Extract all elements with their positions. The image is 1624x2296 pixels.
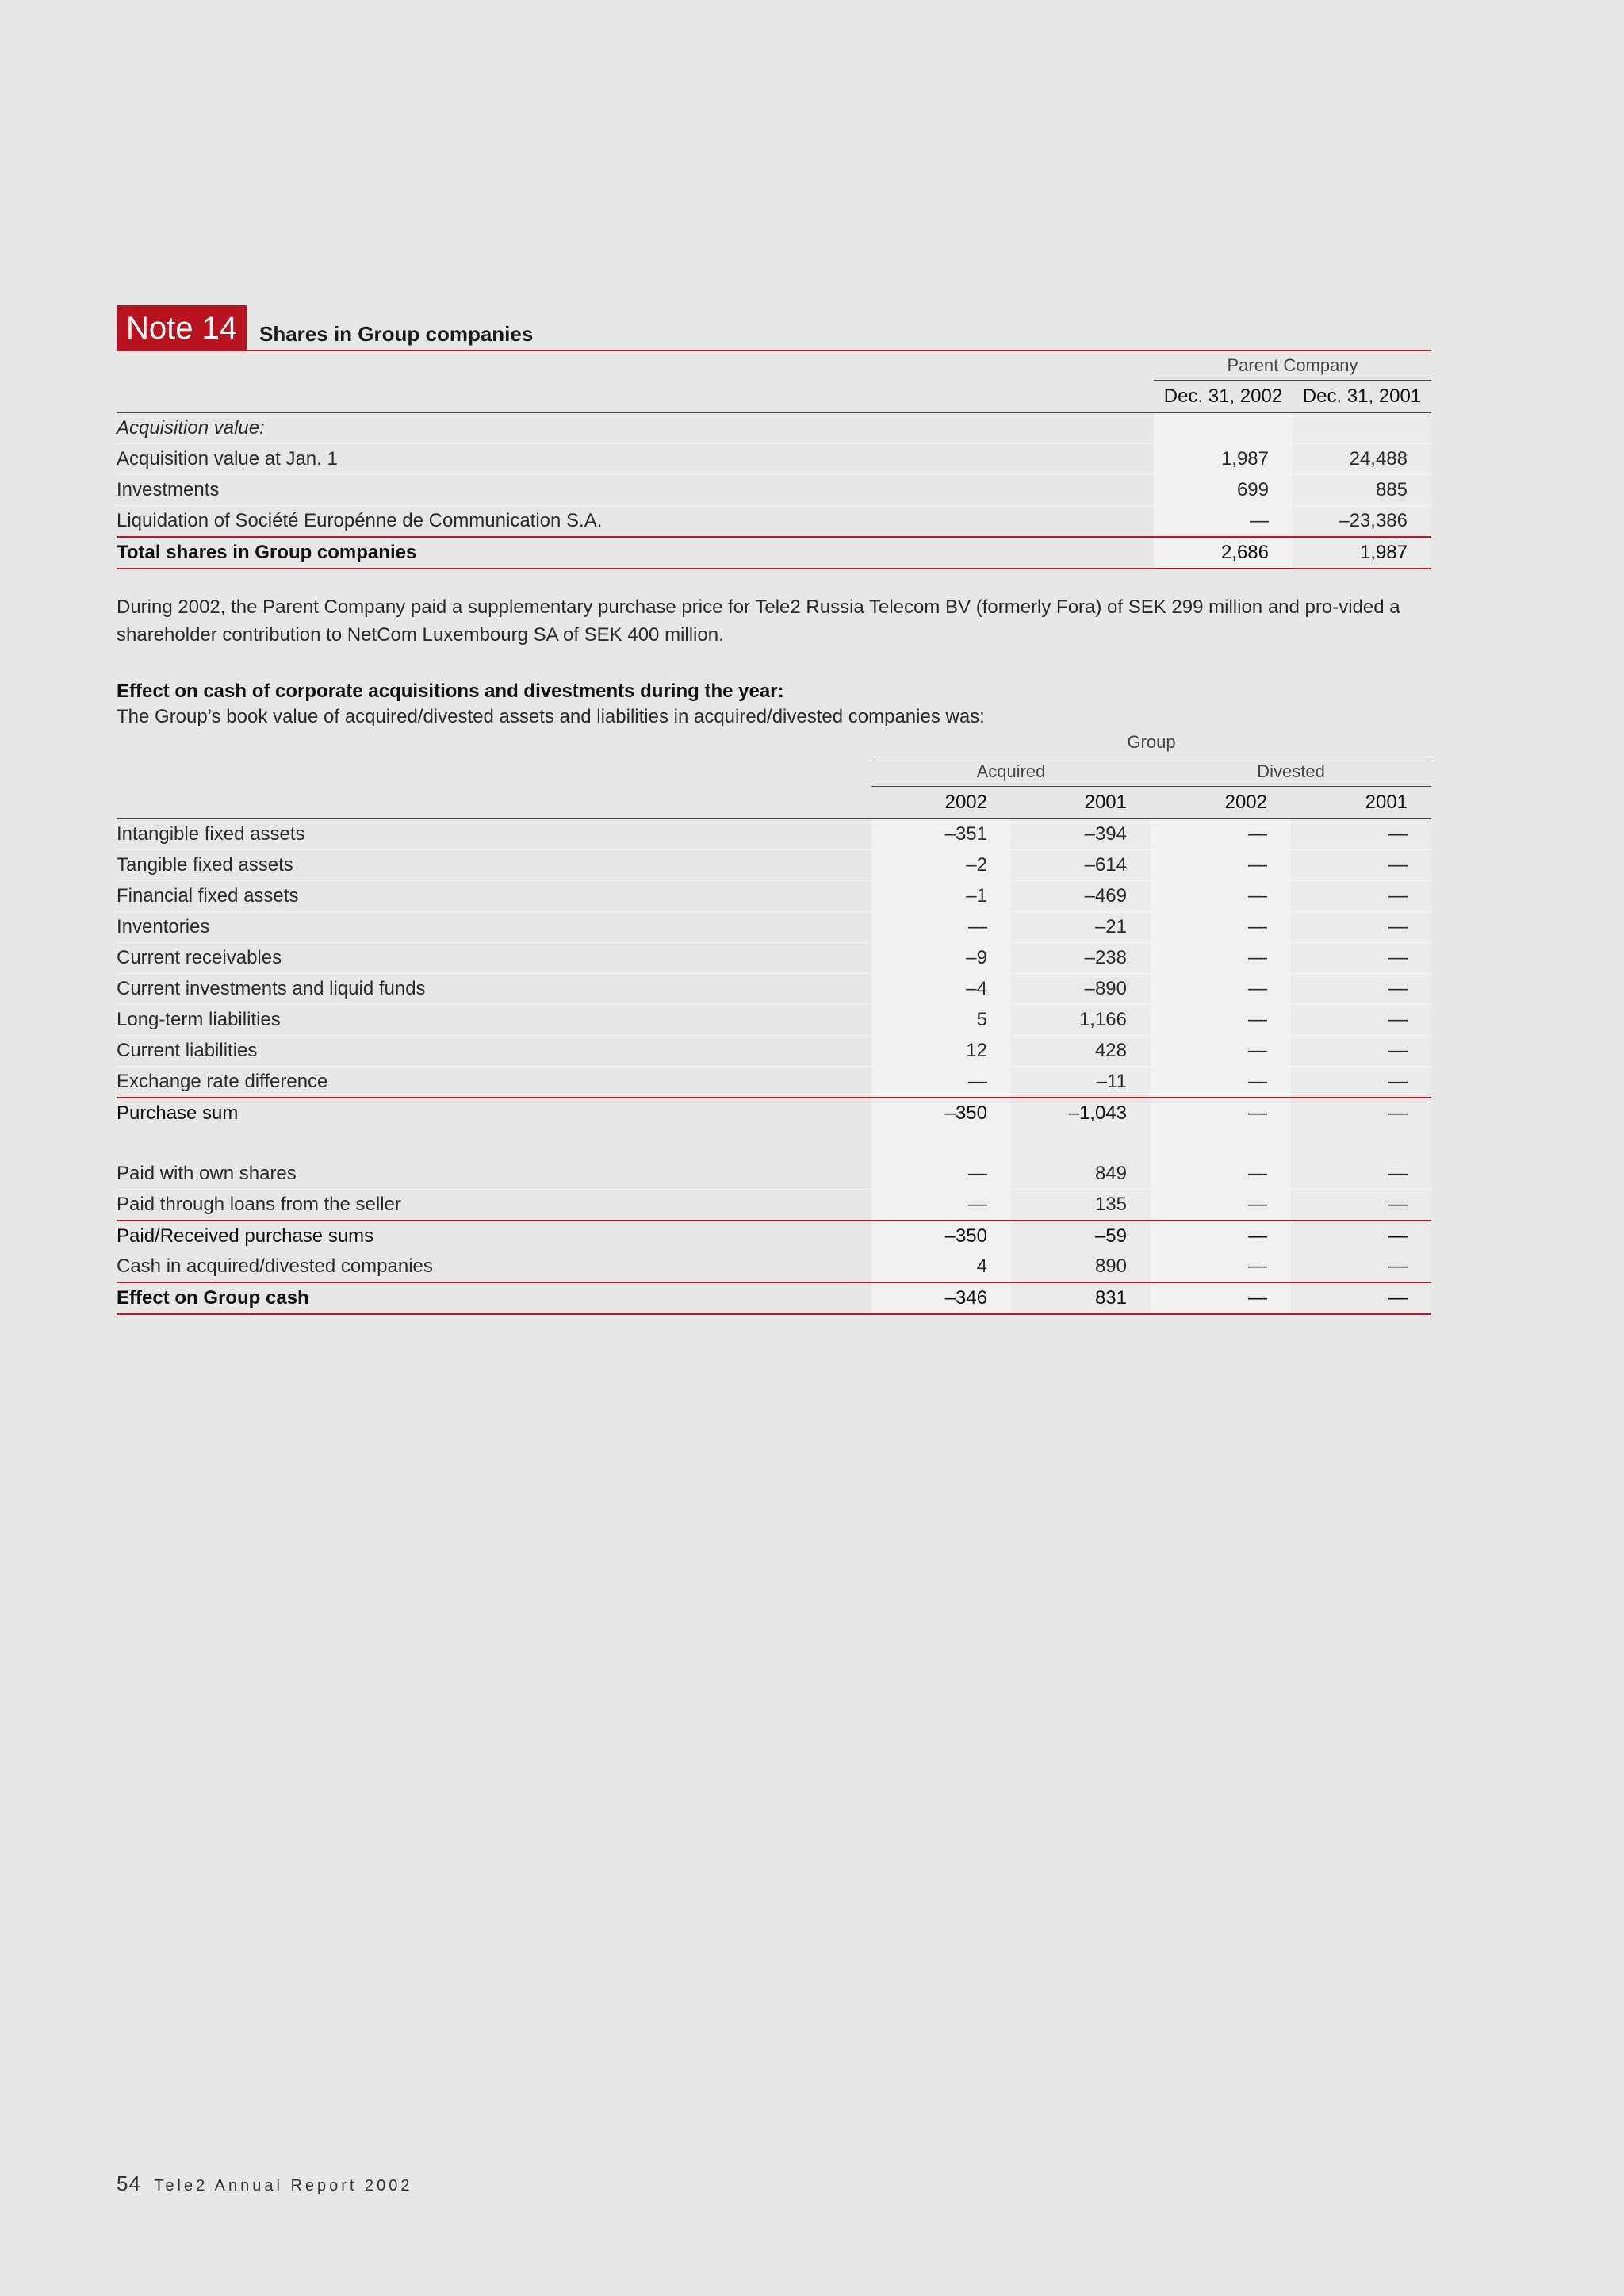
cell-value: –351 [871,819,1011,850]
cell-value: — [1291,1067,1431,1098]
cell-value: — [1291,943,1431,974]
cell-value: — [1151,850,1291,881]
cell-value: — [1151,974,1291,1005]
cell-value: 4 [871,1251,1011,1282]
cell-value: –238 [1011,943,1151,974]
cell-value: — [1291,1098,1431,1129]
group-header: Group [871,728,1431,757]
cell-value: 890 [1011,1251,1151,1282]
row-label: Current investments and liquid funds [117,974,871,1005]
row-label: Liquidation of Société Europénne de Communication S.A. [117,510,603,531]
cell-value: –21 [1011,912,1151,943]
cell-value: –4 [871,974,1011,1005]
cell-value: — [1151,1159,1291,1190]
row-label: Investments [117,475,1154,506]
cell-value: — [1291,1190,1431,1221]
cell-value: –23,386 [1293,506,1431,538]
note-badge: Note 14 [117,305,247,350]
cell-value: — [1151,1036,1291,1067]
cell-value: 2,686 [1154,537,1293,569]
cell-value: — [871,1159,1011,1190]
cell-value: 12 [871,1036,1011,1067]
table-row [117,1190,1431,1221]
cell-value: –350 [871,1221,1011,1251]
cell-value: — [1154,506,1293,538]
cell-value: 5 [871,1005,1011,1036]
cell-value: –890 [1011,974,1151,1005]
cell-value: –59 [1011,1221,1151,1251]
table-row [117,1251,1431,1282]
table-row [117,1005,1431,1036]
row-label: Current receivables [117,943,871,974]
cell-value: — [1291,1005,1431,1036]
cell-value: — [1291,1036,1431,1067]
paid-received-row [117,1221,1431,1251]
table-row [117,1159,1431,1190]
cell-value: — [1151,1067,1291,1098]
row-label: Intangible fixed assets [117,819,871,850]
cell-value: — [871,1190,1011,1221]
year-header: 2002 [871,787,1011,819]
cell-value: –469 [1011,881,1151,912]
row-label: Exchange rate difference [117,1071,328,1092]
table-row [117,881,1431,912]
cell-value: 135 [1011,1190,1151,1221]
page-footer [117,2171,413,2196]
cell-value: — [871,1067,1011,1098]
cell-value: — [1291,1221,1431,1251]
table-row [117,943,1431,974]
cell-value: 1,987 [1154,444,1293,475]
cell-value: — [1151,1005,1291,1036]
effect-subtitle: The Group’s book value of acquired/divested assets and liabilities in acquired/divested companies was: [117,706,985,727]
cell-value: — [1151,1251,1291,1282]
cell-value: — [1151,1282,1291,1314]
divested-header: Divested [1151,757,1431,787]
cell-value: –9 [871,943,1011,974]
cell-value: –394 [1011,819,1151,850]
table-row [117,1067,1431,1098]
cell-value: — [1151,912,1291,943]
cell-value: — [871,912,1011,943]
total-row [117,537,1431,569]
cell-value: –2 [871,850,1011,881]
row-label: Acquisition value at Jan. 1 [117,444,1154,475]
year-header: 2001 [1011,787,1151,819]
year-header: 2002 [1151,787,1291,819]
table-row [117,506,1431,538]
cell-value: — [1291,850,1431,881]
effect-total-row [117,1282,1431,1314]
parent-company-table [117,351,1431,569]
cell-value: 428 [1011,1036,1151,1067]
table-row [117,819,1431,850]
purchase-sum-row [117,1098,1431,1129]
cell-value: 885 [1293,475,1431,506]
cell-value: — [1151,881,1291,912]
table-row [117,912,1431,943]
table-row [117,1036,1431,1067]
cell-value: — [1291,881,1431,912]
row-label: Total shares in Group companies [117,537,1154,569]
row-label: Tangible fixed assets [117,850,871,881]
cell-value: — [1291,1282,1431,1314]
cell-value: — [1151,1221,1291,1251]
table-row [117,974,1431,1005]
cell-value: — [1291,1159,1431,1190]
cell-value: — [1291,819,1431,850]
cell-value: — [1291,1251,1431,1282]
row-label: Cash in acquired/divested companies [117,1255,433,1277]
cell-value: 1,166 [1011,1005,1151,1036]
note-header [117,305,1431,351]
row-label: Effect on Group cash [117,1282,871,1314]
cell-value: –350 [871,1098,1011,1129]
year-header: 2001 [1291,787,1431,819]
effect-title: Effect on cash of corporate acquisitions and divestments during the year: [117,680,784,702]
cell-value: — [1151,943,1291,974]
table-row [117,475,1431,506]
cell-value: — [1291,974,1431,1005]
group-table [117,728,1431,1315]
spacer-row [117,1129,1431,1159]
cell-value: –614 [1011,850,1151,881]
note-section [117,305,1431,1315]
row-label: Current liabilities [117,1036,871,1067]
row-label: Paid/Received purchase sums [117,1221,871,1251]
acquired-header: Acquired [871,757,1151,787]
table-row [117,444,1431,475]
row-label: Paid through loans from the seller [117,1194,401,1215]
section-label: Acquisition value: [117,413,1154,444]
row-label: Paid with own shares [117,1159,871,1190]
cell-value: — [1291,912,1431,943]
footer-text: Tele2 Annual Report 2002 [154,2177,413,2194]
cell-value: — [1151,1098,1291,1129]
row-label: Inventories [117,912,871,943]
cell-value: –11 [1011,1067,1151,1098]
cell-value: –346 [871,1282,1011,1314]
column-header: Dec. 31, 2001 [1293,381,1431,413]
note-title: Shares in Group companies [259,322,534,346]
row-label: Purchase sum [117,1098,871,1129]
cell-value: –1 [871,881,1011,912]
cell-value: 1,987 [1293,537,1431,569]
note-paragraph: During 2002, the Parent Company paid a supplementary purchase price for Tele2 Russia Telecom BV (formerly Fora) of SEK 299 million and pro-vided a shareholder contribution to NetCom Luxembourg SA of SEK 400 million. [117,596,1400,646]
page-number: 54 [117,2171,141,2195]
cell-value: 831 [1011,1282,1151,1314]
cell-value: 699 [1154,475,1293,506]
row-label: Financial fixed assets [117,881,871,912]
cell-value: 24,488 [1293,444,1431,475]
cell-value: — [1151,1190,1291,1221]
column-header: Dec. 31, 2002 [1154,381,1293,413]
row-label: Long-term liabilities [117,1005,871,1036]
cell-value: –1,043 [1011,1098,1151,1129]
table-row [117,850,1431,881]
cell-value: 849 [1011,1159,1151,1190]
cell-value: — [1151,819,1291,850]
parent-company-header: Parent Company [1154,351,1431,381]
